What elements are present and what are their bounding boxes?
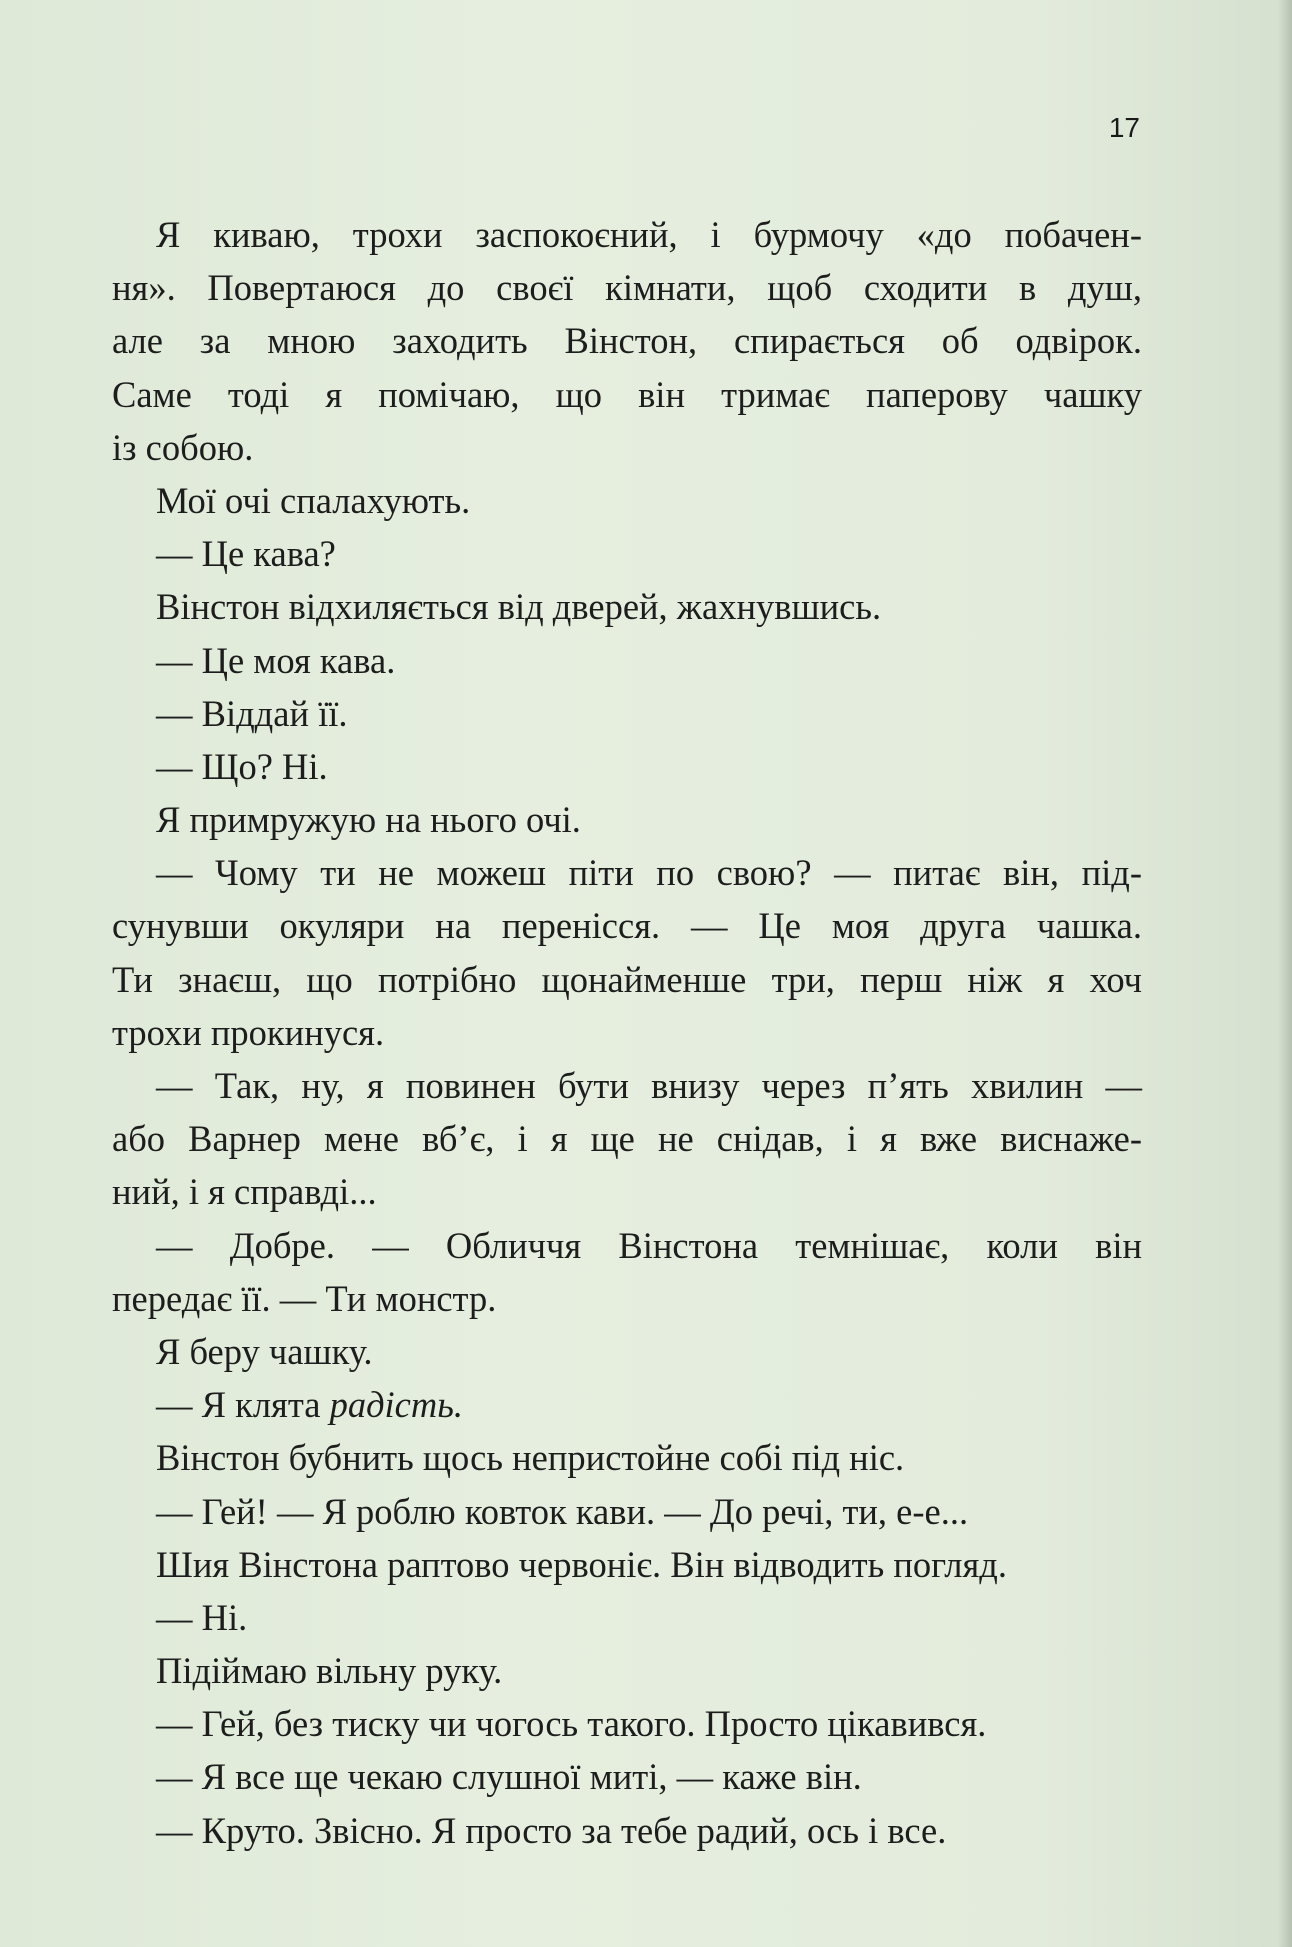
text-line: — Так, ну, я повинен бути внизу через п’ять хвилин — (156, 1065, 1142, 1106)
text-line: Я примружую на нього очі. (156, 799, 581, 841)
text-line: сунувши окуляри на перенісся. — Це моя друга чашка. (112, 905, 1142, 947)
text-line: Саме тоді я помічаю, що він тримає паперову чашку (112, 373, 1142, 415)
text-line: — Гей! — Я роблю ковток кави. — До речі, ти, е-е... (156, 1490, 969, 1532)
text-line: трохи прокинуся. (112, 1011, 385, 1053)
text-line: Шия Вінстона раптово червоніє. Він відводить погляд. (156, 1543, 1007, 1585)
text-line: — Віддай її. (156, 692, 348, 734)
text-line (112, 1378, 1142, 1431)
text-line: Я киваю, трохи заспокоєний, і бурмочу «до побачен- (156, 214, 1142, 255)
text-line: — Це кава? (156, 533, 336, 575)
text-line: Підіймаю вільну руку. (156, 1650, 503, 1692)
text-line: — Ні. (156, 1596, 248, 1638)
text-line: ний, і я справді... (112, 1171, 377, 1213)
text-line: — Що? Ні. (156, 745, 328, 787)
body-text (112, 208, 1142, 1857)
text-line-italic: радість. (329, 1384, 463, 1426)
text-line: — Я все ще чекаю слушної миті, — каже він. (156, 1756, 862, 1798)
text-line: Ти знаєш, що потрібно щонайменше три, перш ніж я хоч (112, 958, 1142, 1000)
page-edge-shadow (1278, 0, 1292, 1947)
text-line-plain: — Я клята (156, 1384, 330, 1426)
text-line: — Це моя кава. (156, 639, 396, 681)
text-line: Мої очі спалахують. (156, 479, 471, 521)
text-line: але за мною заходить Вінстон, спирається об одвірок. (112, 320, 1142, 362)
text-line: або Варнер мене вб’є, і я ще не снідав, і я вже виснаже- (112, 1118, 1142, 1160)
text-line: Вінстон відхиляється від дверей, жахнувшись. (156, 586, 882, 628)
text-line: із собою. (112, 426, 254, 468)
page-number: 17 (1108, 112, 1140, 143)
text-line: — Круто. Звісно. Я просто за тебе радий, ось і все. (156, 1809, 947, 1851)
text-line: передає її. — Ти монстр. (112, 1277, 497, 1319)
text-line: ня». Повертаюся до своєї кімнати, щоб сходити в душ, (112, 267, 1142, 309)
text-line: — Гей, без тиску чи чогось такого. Просто цікавився. (156, 1703, 987, 1745)
text-line: — Чому ти не можеш піти по свою? — питає він, під- (156, 852, 1142, 894)
text-line: — Добре. — Обличчя Вінстона темнішає, коли він (156, 1224, 1142, 1266)
text-line: Вінстон бубнить щось непристойне собі під ніс. (156, 1437, 905, 1479)
text-line: Я беру чашку. (156, 1330, 373, 1372)
